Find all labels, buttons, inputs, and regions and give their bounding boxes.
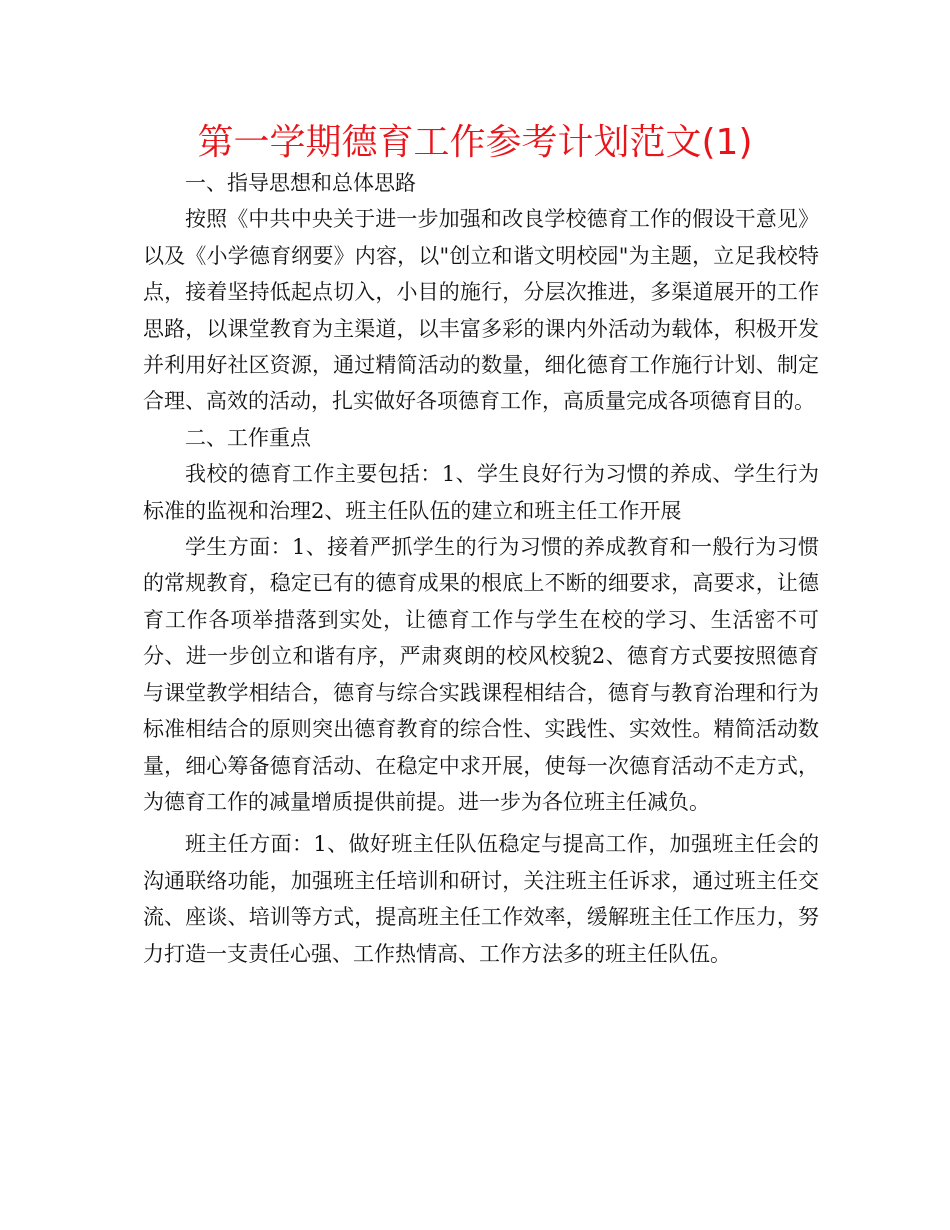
- document-title: 第一学期德育工作参考计划范文(1): [197, 122, 753, 163]
- paragraph-work-scope: 我校的德育工作主要包括：1、学生良好行为习惯的养成、学生行为标准的监视和治理2、班主任队伍的建立和班主任工作开展: [143, 462, 819, 523]
- paragraph-head-teacher-aspect: 班主任方面：1、做好班主任队伍稳定与提高工作，加强班主任会的沟通联络功能，加强班主任培训和研讨，关注班主任诉求，通过班主任交流、座谈、培训等方式，提高班主任工作效率，缓解班主任工作压力，努力打造一支责任心强、工作热情高、工作方法多的班主任队伍。: [143, 832, 819, 966]
- section-heading-work-focus: 二、工作重点: [185, 425, 311, 450]
- paragraph-student-aspect: 学生方面：1、接着严抓学生的行为习惯的养成教育和一般行为习惯的常规教育，稳定已有的德育成果的根底上不断的细要求，高要求，让德育工作各项举措落到实处，让德育工作与学生在校的学习、生活密不可分、进一步创立和谐有序，严肃爽朗的校风校貌2、德育方式要按照德育与课堂教学相结合，德育与综合实践课程相结合，德育与教育治理和行为标准相结合的原则突出德育教育的综合性、实践性、实效性。精简活动数量，细心筹备德育活动、在稳定中求开展，使每一次德育活动不走方式，为德育工作的减量增质提供前提。进一步为各位班主任减负。: [143, 535, 819, 814]
- section-heading-guiding-ideology: 一、指导思想和总体思路: [185, 171, 416, 195]
- document-body: [143, 165, 819, 972]
- paragraph-guiding-ideology: 按照《中共中央关于进一步加强和改良学校德育工作的假设干意见》以及《小学德育纲要》内容，以"创立和谐文明校园"为主题，立足我校特点，接着坚持低起点切入，小目的施行，分层次推进，多渠道展开的工作思路，以课堂教育为主渠道，以丰富多彩的课内外活动为载体，积极开发并利用好社区资源，通过精简活动的数量，细化德育工作施行计划、制定合理、高效的活动，扎实做好各项德育工作，高质量完成各项德育目的。: [143, 207, 819, 414]
